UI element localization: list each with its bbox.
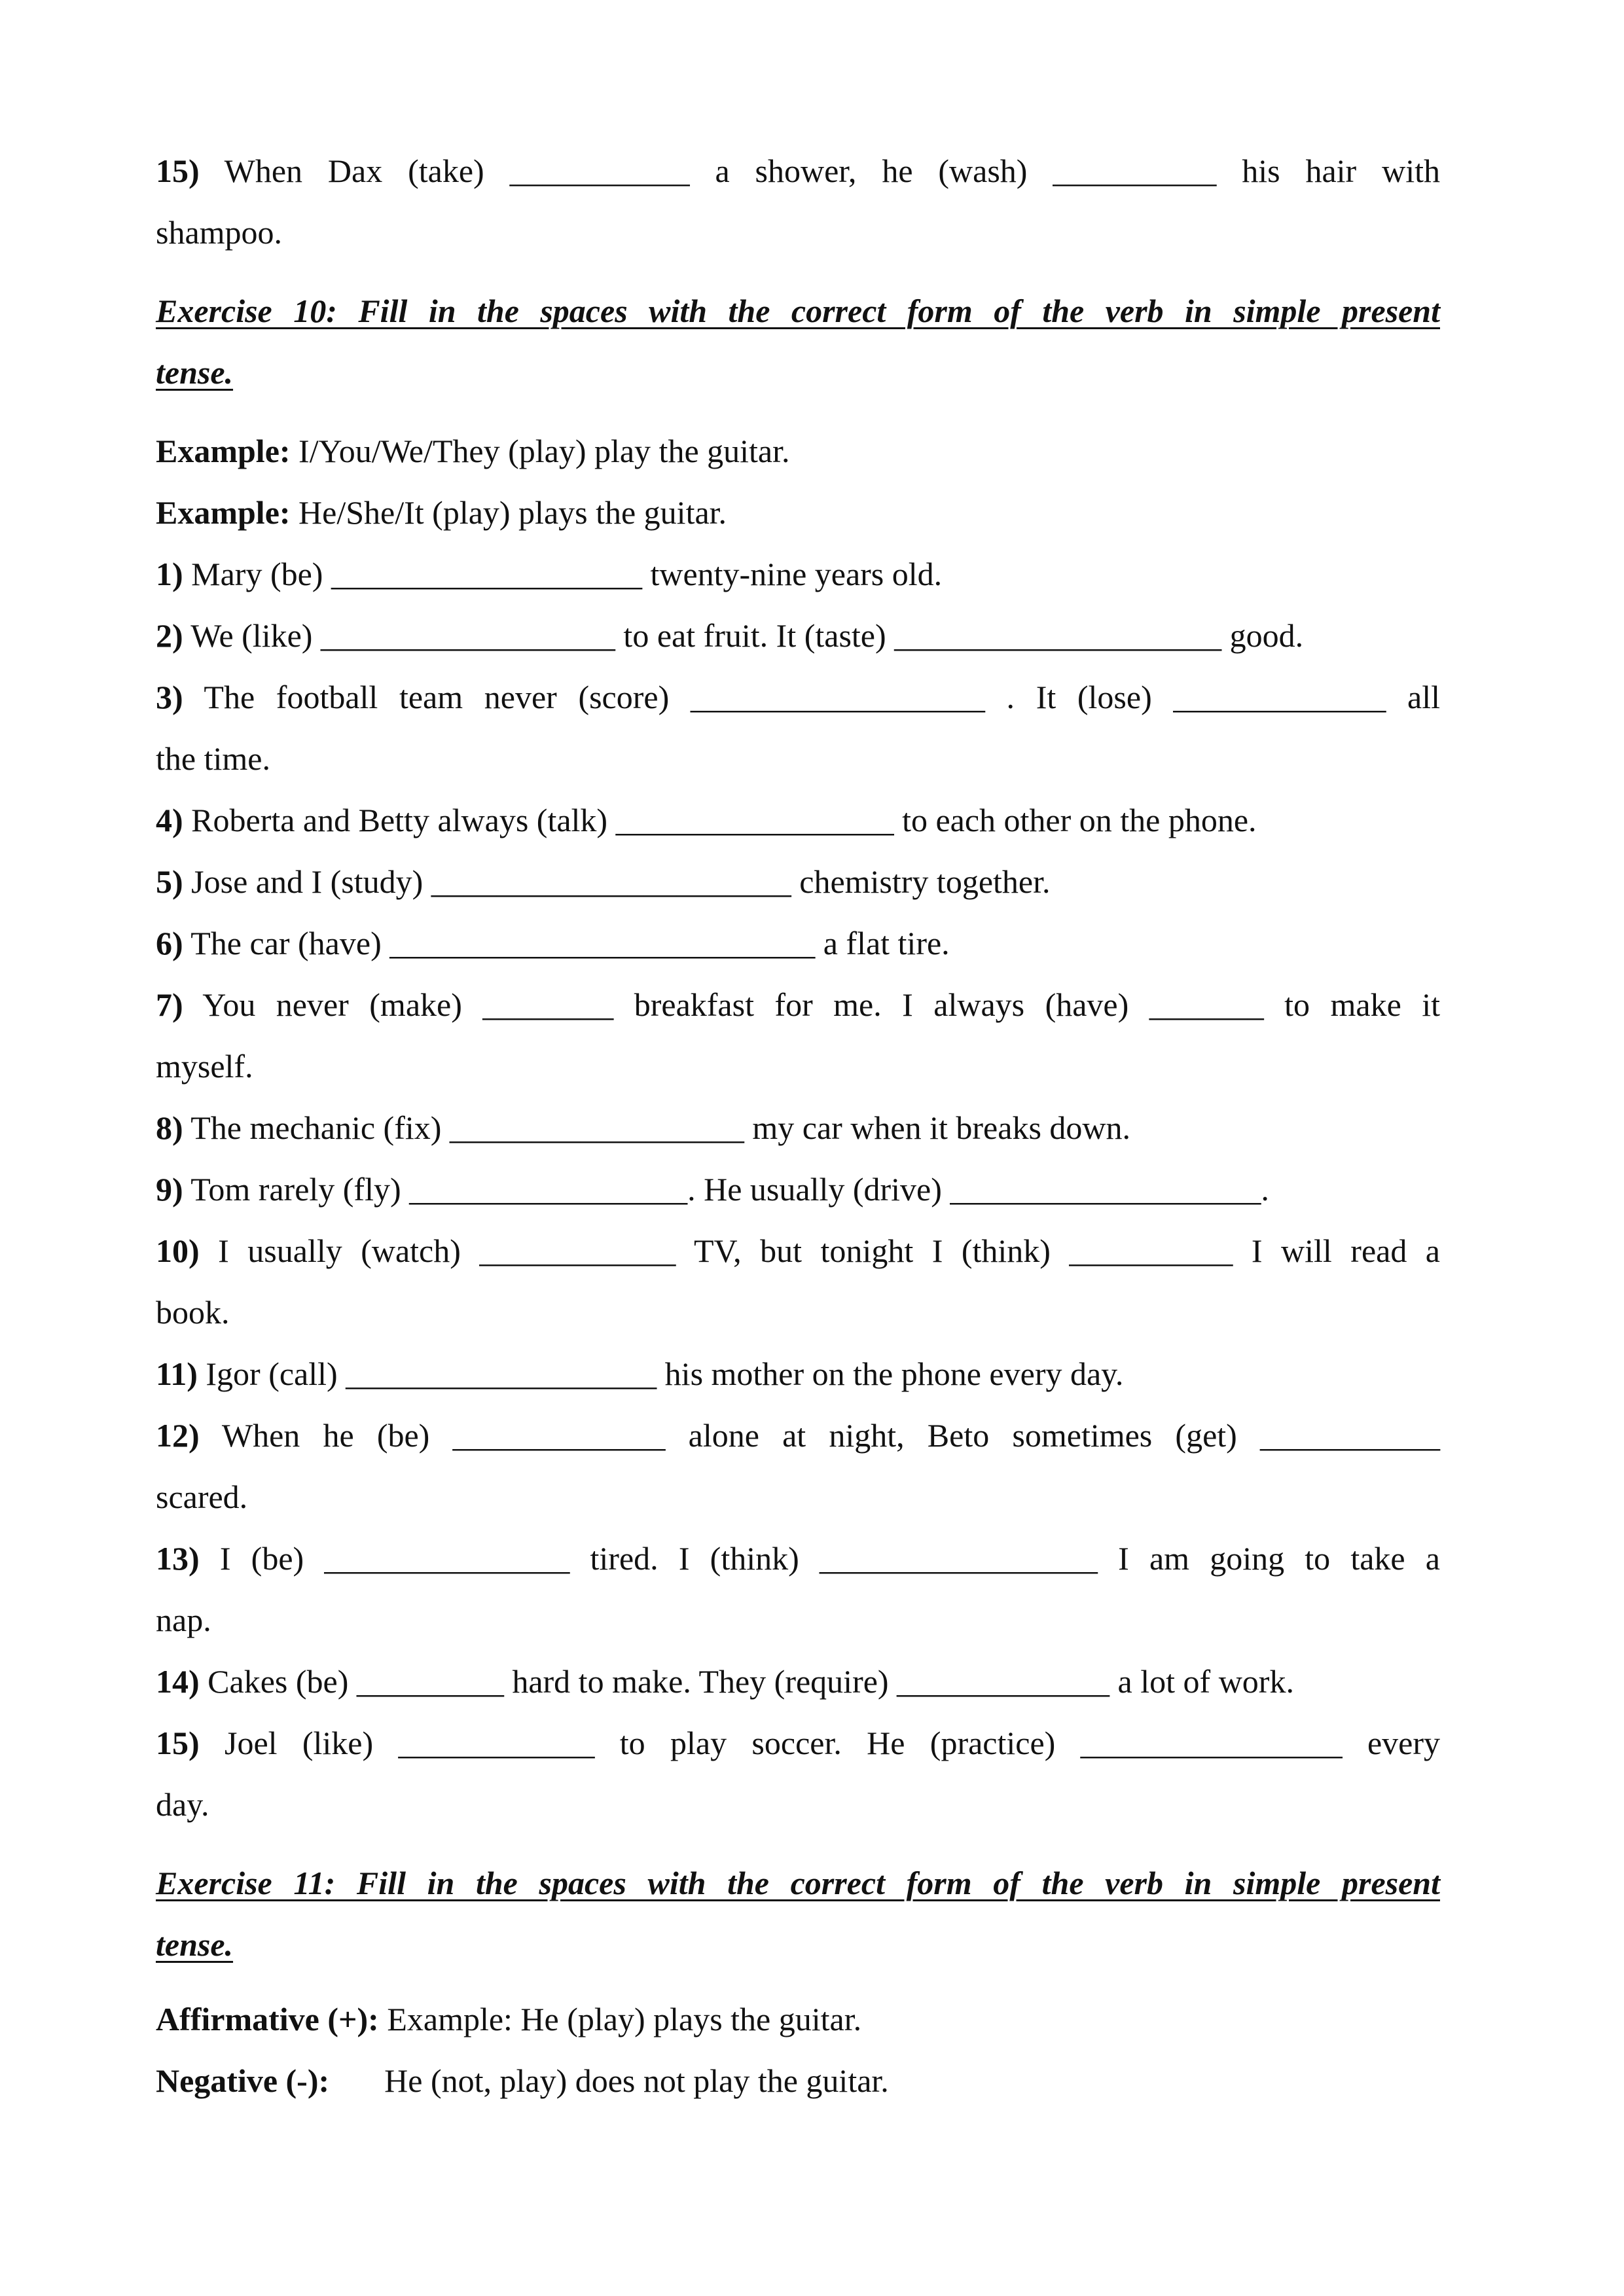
exercise-item-13-cont: nap. — [156, 1602, 211, 1638]
item-number: 2) — [156, 617, 183, 654]
exercise-item-15-cont: day. — [156, 1786, 209, 1823]
item-number: 9) — [156, 1171, 183, 1208]
exercise11-heading-line1: Exercise 11: Fill in the spaces with the correct form of the verb in simple present — [156, 1865, 1440, 1901]
item-text: The car (have) __________________________ a flat tire. — [190, 925, 950, 961]
item-text: Cakes (be) _________ hard to make. They (require) _____________ a lot of work. — [208, 1663, 1294, 1700]
exercise-item-9 — [156, 1158, 1440, 1220]
top-item-line1 — [156, 140, 1440, 202]
item-text: Tom rarely (fly) _________________. He usually (drive) ___________________. — [190, 1171, 1269, 1208]
item-number: 6) — [156, 925, 183, 961]
exercise-item-12 — [156, 1405, 1440, 1466]
item-number: 7) — [156, 986, 183, 1023]
item-text: Igor (call) ___________________ his mother on the phone every day. — [206, 1355, 1124, 1392]
exercise-item-12-cont: scared. — [156, 1479, 248, 1515]
top-item-line2: shampoo. — [156, 214, 283, 251]
item-text: When Dax (take) ___________ a shower, he (wash) __________ his hair with — [224, 152, 1440, 189]
item-number: 11) — [156, 1355, 198, 1392]
exercise-item-2 — [156, 605, 1440, 666]
item-text: Jose and I (study) ______________________ chemistry together. — [191, 863, 1051, 900]
item-number: 12) — [156, 1417, 200, 1454]
exercise-item-13 — [156, 1528, 1440, 1589]
negative-label: Negative (-): — [156, 2062, 330, 2099]
exercise-item-7-cont: myself. — [156, 1048, 253, 1085]
item-text: We (like) __________________ to eat fruit. It (taste) ____________________ good. — [190, 617, 1304, 654]
example-label: Example: — [156, 433, 291, 469]
item-text: Mary (be) ___________________ twenty-nine years old. — [191, 556, 943, 592]
item-text: When he (be) _____________ alone at night, Beto sometimes (get) ___________ — [221, 1417, 1440, 1454]
exercise-item-6 — [156, 912, 1440, 974]
exercise-item-1 — [156, 543, 1440, 605]
exercise-item-15 — [156, 1712, 1440, 1774]
item-number: 10) — [156, 1232, 200, 1269]
item-number: 15) — [156, 1725, 200, 1761]
exercise10-heading-line1: Exercise 10: Fill in the spaces with the correct form of the verb in simple present — [156, 293, 1440, 329]
item-number: 3) — [156, 679, 183, 715]
item-number: 1) — [156, 556, 183, 592]
example-text: He/She/It (play) plays the guitar. — [298, 494, 727, 531]
example-text: I/You/We/They (play) play the guitar. — [298, 433, 790, 469]
item-text: The football team never (score) __________________ . It (lose) _____________ all — [204, 679, 1440, 715]
item-text: Joel (like) ____________ to play soccer. He (practice) ________________ every — [224, 1725, 1440, 1761]
example-line — [156, 482, 1440, 543]
worksheet-page — [156, 140, 1440, 2111]
affirmative-text: Example: He (play) plays the guitar. — [387, 2001, 862, 2037]
item-number: 13) — [156, 1540, 200, 1577]
item-number: 5) — [156, 863, 183, 900]
affirmative-label: Affirmative (+): — [156, 2001, 379, 2037]
item-number: 8) — [156, 1109, 183, 1146]
exercise-item-11 — [156, 1343, 1440, 1405]
negative-text: He (not, play) does not play the guitar. — [384, 2062, 889, 2099]
item-number: 15) — [156, 152, 200, 189]
exercise11-heading-line2: tense. — [156, 1926, 234, 1963]
example-label: Example: — [156, 494, 291, 531]
exercise-item-8 — [156, 1097, 1440, 1158]
item-text: Roberta and Betty always (talk) _________________ to each other on the phone. — [191, 802, 1257, 838]
exercise-item-10-cont: book. — [156, 1294, 230, 1331]
item-number: 4) — [156, 802, 183, 838]
item-number: 14) — [156, 1663, 200, 1700]
exercise-item-3-cont: the time. — [156, 740, 270, 777]
exercise-item-10 — [156, 1220, 1440, 1282]
exercise-item-3 — [156, 666, 1440, 728]
exercise-item-4 — [156, 789, 1440, 851]
item-text: I (be) _______________ tired. I (think) _________________ I am going to take a — [219, 1540, 1440, 1577]
exercise-item-5 — [156, 851, 1440, 912]
exercise-item-14 — [156, 1651, 1440, 1712]
exercise-item-7 — [156, 974, 1440, 1035]
negative-line — [156, 2050, 1440, 2111]
affirmative-line — [156, 1988, 1440, 2050]
example-line — [156, 420, 1440, 482]
item-text: You never (make) ________ breakfast for me. I always (have) _______ to make it — [202, 986, 1440, 1023]
item-text: The mechanic (fix) __________________ my car when it breaks down. — [190, 1109, 1131, 1146]
exercise10-heading-line2: tense. — [156, 354, 234, 391]
item-text: I usually (watch) ____________ TV, but tonight I (think) __________ I will read a — [218, 1232, 1441, 1269]
